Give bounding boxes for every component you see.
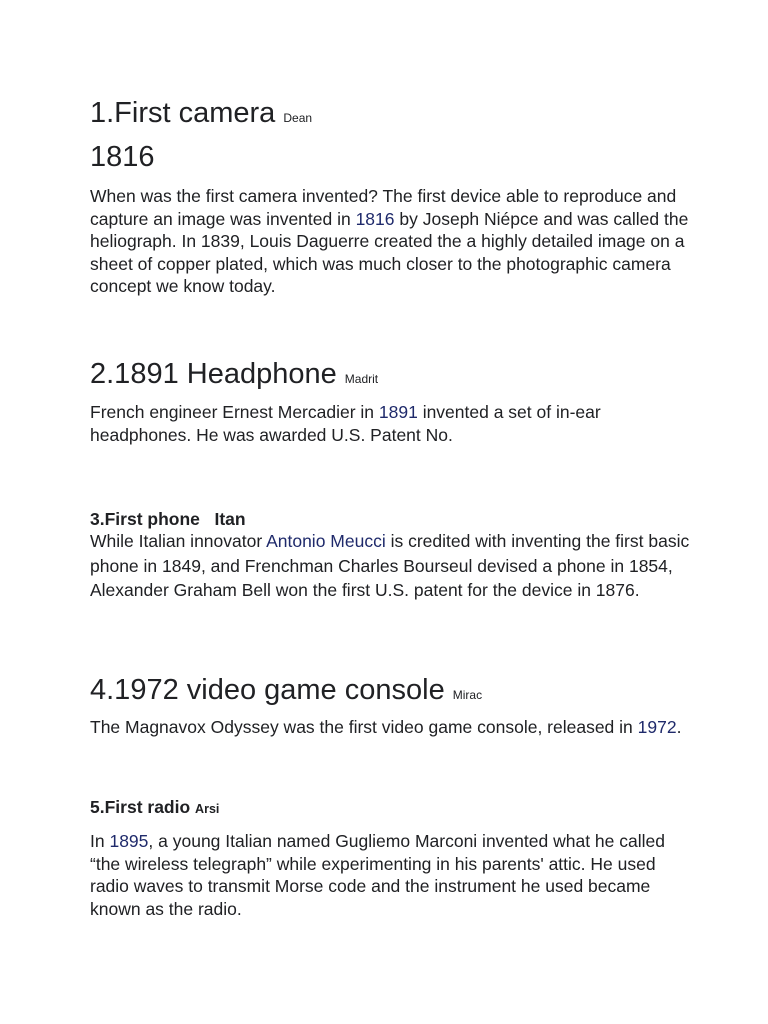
section-body-headphone [90, 401, 690, 446]
body-text: . [676, 717, 682, 737]
name-link[interactable]: Antonio Meucci [266, 531, 386, 551]
section-author: Mirac [452, 688, 483, 702]
body-text: , a young Italian named Gugliemo Marconi invented what he called “the wireless telegraph” while experimenting in his parents' attic. He used radio waves to transmit Morse code and the instrument he used became known as the radio. [90, 831, 665, 919]
section-title-text: 3.First phone [90, 509, 200, 529]
section-author: Arsi [195, 802, 220, 816]
body-text: While Italian innovator [90, 531, 267, 551]
body-text: by Joseph Niépce and was called the heliograph. In 1839, Louis Daguerre created the a highly detailed image on a sheet of copper plated, which was much closer to the photographic camera concept we know today. [90, 208, 689, 296]
body-text: In [90, 831, 110, 851]
year-link[interactable]: 1816 [355, 208, 395, 229]
section-title-headphone [90, 357, 378, 396]
section-body-video-game-console [90, 716, 681, 739]
section-author: Dean [283, 111, 313, 125]
section-title-first-radio [90, 796, 219, 820]
section-title-first-phone [90, 508, 246, 530]
section-title-text: 5.First radio [90, 797, 191, 817]
year-link[interactable]: 1895 [109, 831, 149, 851]
section-title-text: 4.1972 video game console [90, 674, 445, 706]
body-text: invented a set of in-ear headphones. He was awarded U.S. Patent No. [90, 402, 601, 445]
body-text: is credited with inventing the first basic phone in 1849, and Frenchman Charles Bourseul devised a phone in 1854, Alexander Graham Bell won the first U.S. patent for the device in 1876. [90, 531, 690, 600]
body-text: French engineer Ernest Mercadier in [90, 402, 379, 422]
section-body-first-radio [90, 830, 690, 920]
section-title-first-camera [90, 96, 312, 135]
section-author: Itan [214, 509, 246, 529]
body-text: When was the first camera invented? The first device able to reproduce and capture an image was invented in [90, 186, 677, 229]
section-title-video-game-console [90, 673, 482, 712]
body-text: The Magnavox Odyssey was the first video game console, released in [90, 717, 638, 737]
year-link[interactable]: 1972 [637, 717, 677, 737]
section-title-text: 1.First camera [90, 97, 276, 129]
section-title-text: 2.1891 Headphone [90, 358, 337, 390]
section-year: 1816 [90, 141, 155, 173]
section-body-first-camera [90, 185, 690, 298]
section-author: Madrit [344, 372, 379, 386]
section-body-first-phone [90, 529, 690, 603]
year-link[interactable]: 1891 [378, 402, 418, 422]
